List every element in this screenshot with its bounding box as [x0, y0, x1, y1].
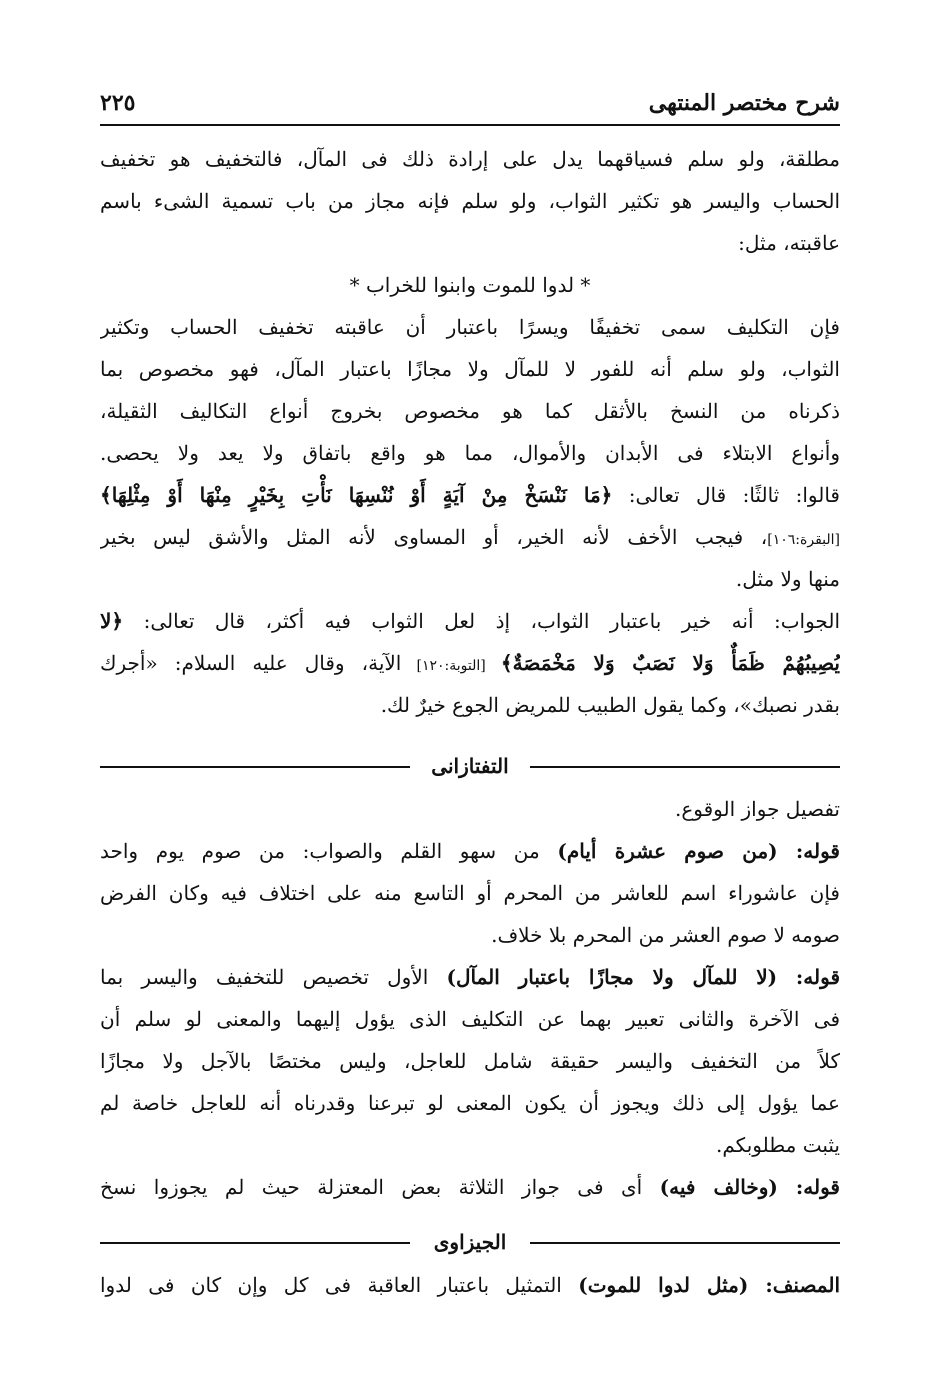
- text-line: يثبت مطلوبكم.: [716, 1133, 840, 1157]
- text-line: الحساب واليسر هو تكثير الثواب، ولو سلم فإنه مجاز من باب تسمية الشىء باسم: [100, 189, 840, 213]
- separator-rule: [100, 1242, 410, 1244]
- text-line: [100, 1166, 840, 1208]
- page-header: [100, 86, 840, 126]
- commentary-taftazani: [100, 788, 840, 1208]
- verse-reference: [البقرة:١٠٦]: [767, 532, 840, 548]
- text-line: منها ولا مثل.: [735, 567, 840, 591]
- text-line: بقدر نصبك»، وكما يقول الطبيب للمريض الجوع خيرٌ لك.: [380, 693, 840, 717]
- section-separator: [100, 752, 840, 782]
- text-line: تفصيل جواز الوقوع.: [675, 797, 840, 821]
- text-segment: أى فى جواز الثلاثة بعض المعتزلة حيث لم يجوزوا نسخ: [100, 1175, 660, 1199]
- quoted-phrase: المصنف: (مثل لدوا للموت): [578, 1273, 840, 1297]
- text-line: عاقبته، مثل:: [738, 231, 840, 255]
- text-line: [100, 474, 840, 516]
- text-segment: الآية، وقال عليه السلام: «أجرك: [100, 651, 402, 675]
- text-line: [100, 516, 840, 558]
- text-line: فإن عاشوراء اسم للعاشر من المحرم أو التاسع منه على اختلاف فيه وكان الفرض: [100, 881, 840, 905]
- text-line: فى الآخرة والثانى تعبير بهما عن التكليف الذى يؤول إليهما والمعنى لو سلم أن: [100, 1007, 840, 1031]
- text-line: صومه لا صوم العشر من المحرم بلا خلاف.: [491, 923, 840, 947]
- quoted-phrase: قوله: (وخالف فيه): [659, 1175, 840, 1199]
- separator-rule: [100, 766, 410, 768]
- text-line: ذكرناه من النسخ بالأثقل كما هو مخصوص بخروج أنواع التكاليف الثقيلة،: [100, 399, 840, 423]
- main-text: [100, 138, 840, 726]
- commentator-name: التفتازانى: [431, 754, 509, 778]
- text-line: فإن التكليف سمى تخفيفًا ويسرًا باعتبار أن عاقبته تخفيف الحساب وتكثير: [100, 315, 840, 339]
- text-line: الثواب، ولو سلم أنه للفور لا للمآل ولا مجازًا باعتبار المآل، فهو مخصوص بما: [100, 357, 840, 381]
- text-line: [100, 1264, 840, 1306]
- running-title: شرح مختصر المنتهى: [648, 90, 840, 116]
- separator-rule: [530, 766, 840, 768]
- text-line: [100, 600, 840, 642]
- text-line: مطلقة، ولو سلم فسياقهما يدل على إرادة ذلك فى المآل، فالتخفيف هو تخفيف: [100, 147, 840, 171]
- poetry-verse: * لدوا للموت وابنوا للخراب *: [349, 273, 591, 297]
- text-segment: الجواب: أنه خير باعتبار الثواب، إذ لعل الثواب فيه أكثر، قال تعالى:: [123, 609, 840, 633]
- text-segment: التمثيل باعتبار العاقبة فى كل وإن كان فى لدوا: [100, 1273, 579, 1297]
- separator-rule: [530, 1242, 840, 1244]
- header-rule: [100, 124, 840, 126]
- quran-verse: يُصِيبُهُمْ ظَمَأٌ وَلا نَصَبٌ وَلا مَخْمَصَةٌ﴾: [500, 651, 840, 675]
- text-segment: ، فيجب الأخف لأنه الخير، أو المساوى لأنه المثل والأشق ليس بخير: [100, 525, 768, 549]
- text-line: كلاً من التخفيف واليسر حقيقة شامل للعاجل، وليس مختصًا بالآجل ولا مجازًا: [100, 1049, 840, 1073]
- quoted-phrase: قوله: (لا للمآل ولا مجازًا باعتبار المآل): [446, 965, 840, 989]
- page-number: ٢٢٥: [100, 90, 136, 116]
- text-line: عما يؤول إلى ذلك ويجوز أن يكون المعنى لو تبرعنا وقدرناه أنه للعاجل خاصة لم: [100, 1091, 840, 1115]
- quoted-phrase: قوله: (من صوم عشرة أيام): [557, 839, 840, 863]
- text-segment: من سهو القلم والصواب: من صوم يوم واحد: [100, 839, 558, 863]
- section-separator: [100, 1228, 840, 1258]
- text-line: [100, 956, 840, 998]
- text-line: [100, 830, 840, 872]
- text-segment: الأول تخصيص للتخفيف واليسر بما: [100, 965, 447, 989]
- quran-verse: ﴿لا: [100, 609, 124, 633]
- commentator-name: الجيزاوى: [433, 1230, 507, 1254]
- text-line: وأنواع الابتلاء فى الأبدان والأموال، مما هو واقع باتفاق ولا يعد ولا يحصى.: [100, 441, 840, 465]
- text-line: [100, 642, 840, 684]
- quran-verse: ﴿مَا نَنْسَخْ مِنْ آيَةٍ أَوْ نُنْسِهَا نَأْتِ بِخَيْرٍ مِنْهَا أَوْ مِثْلِهَا﴾: [100, 483, 613, 507]
- commentary-jizawi: [100, 1264, 840, 1306]
- verse-reference: [التوبة:١٢٠]: [401, 658, 501, 674]
- text-segment: قالوا: ثالثًا: قال تعالى:: [612, 483, 840, 507]
